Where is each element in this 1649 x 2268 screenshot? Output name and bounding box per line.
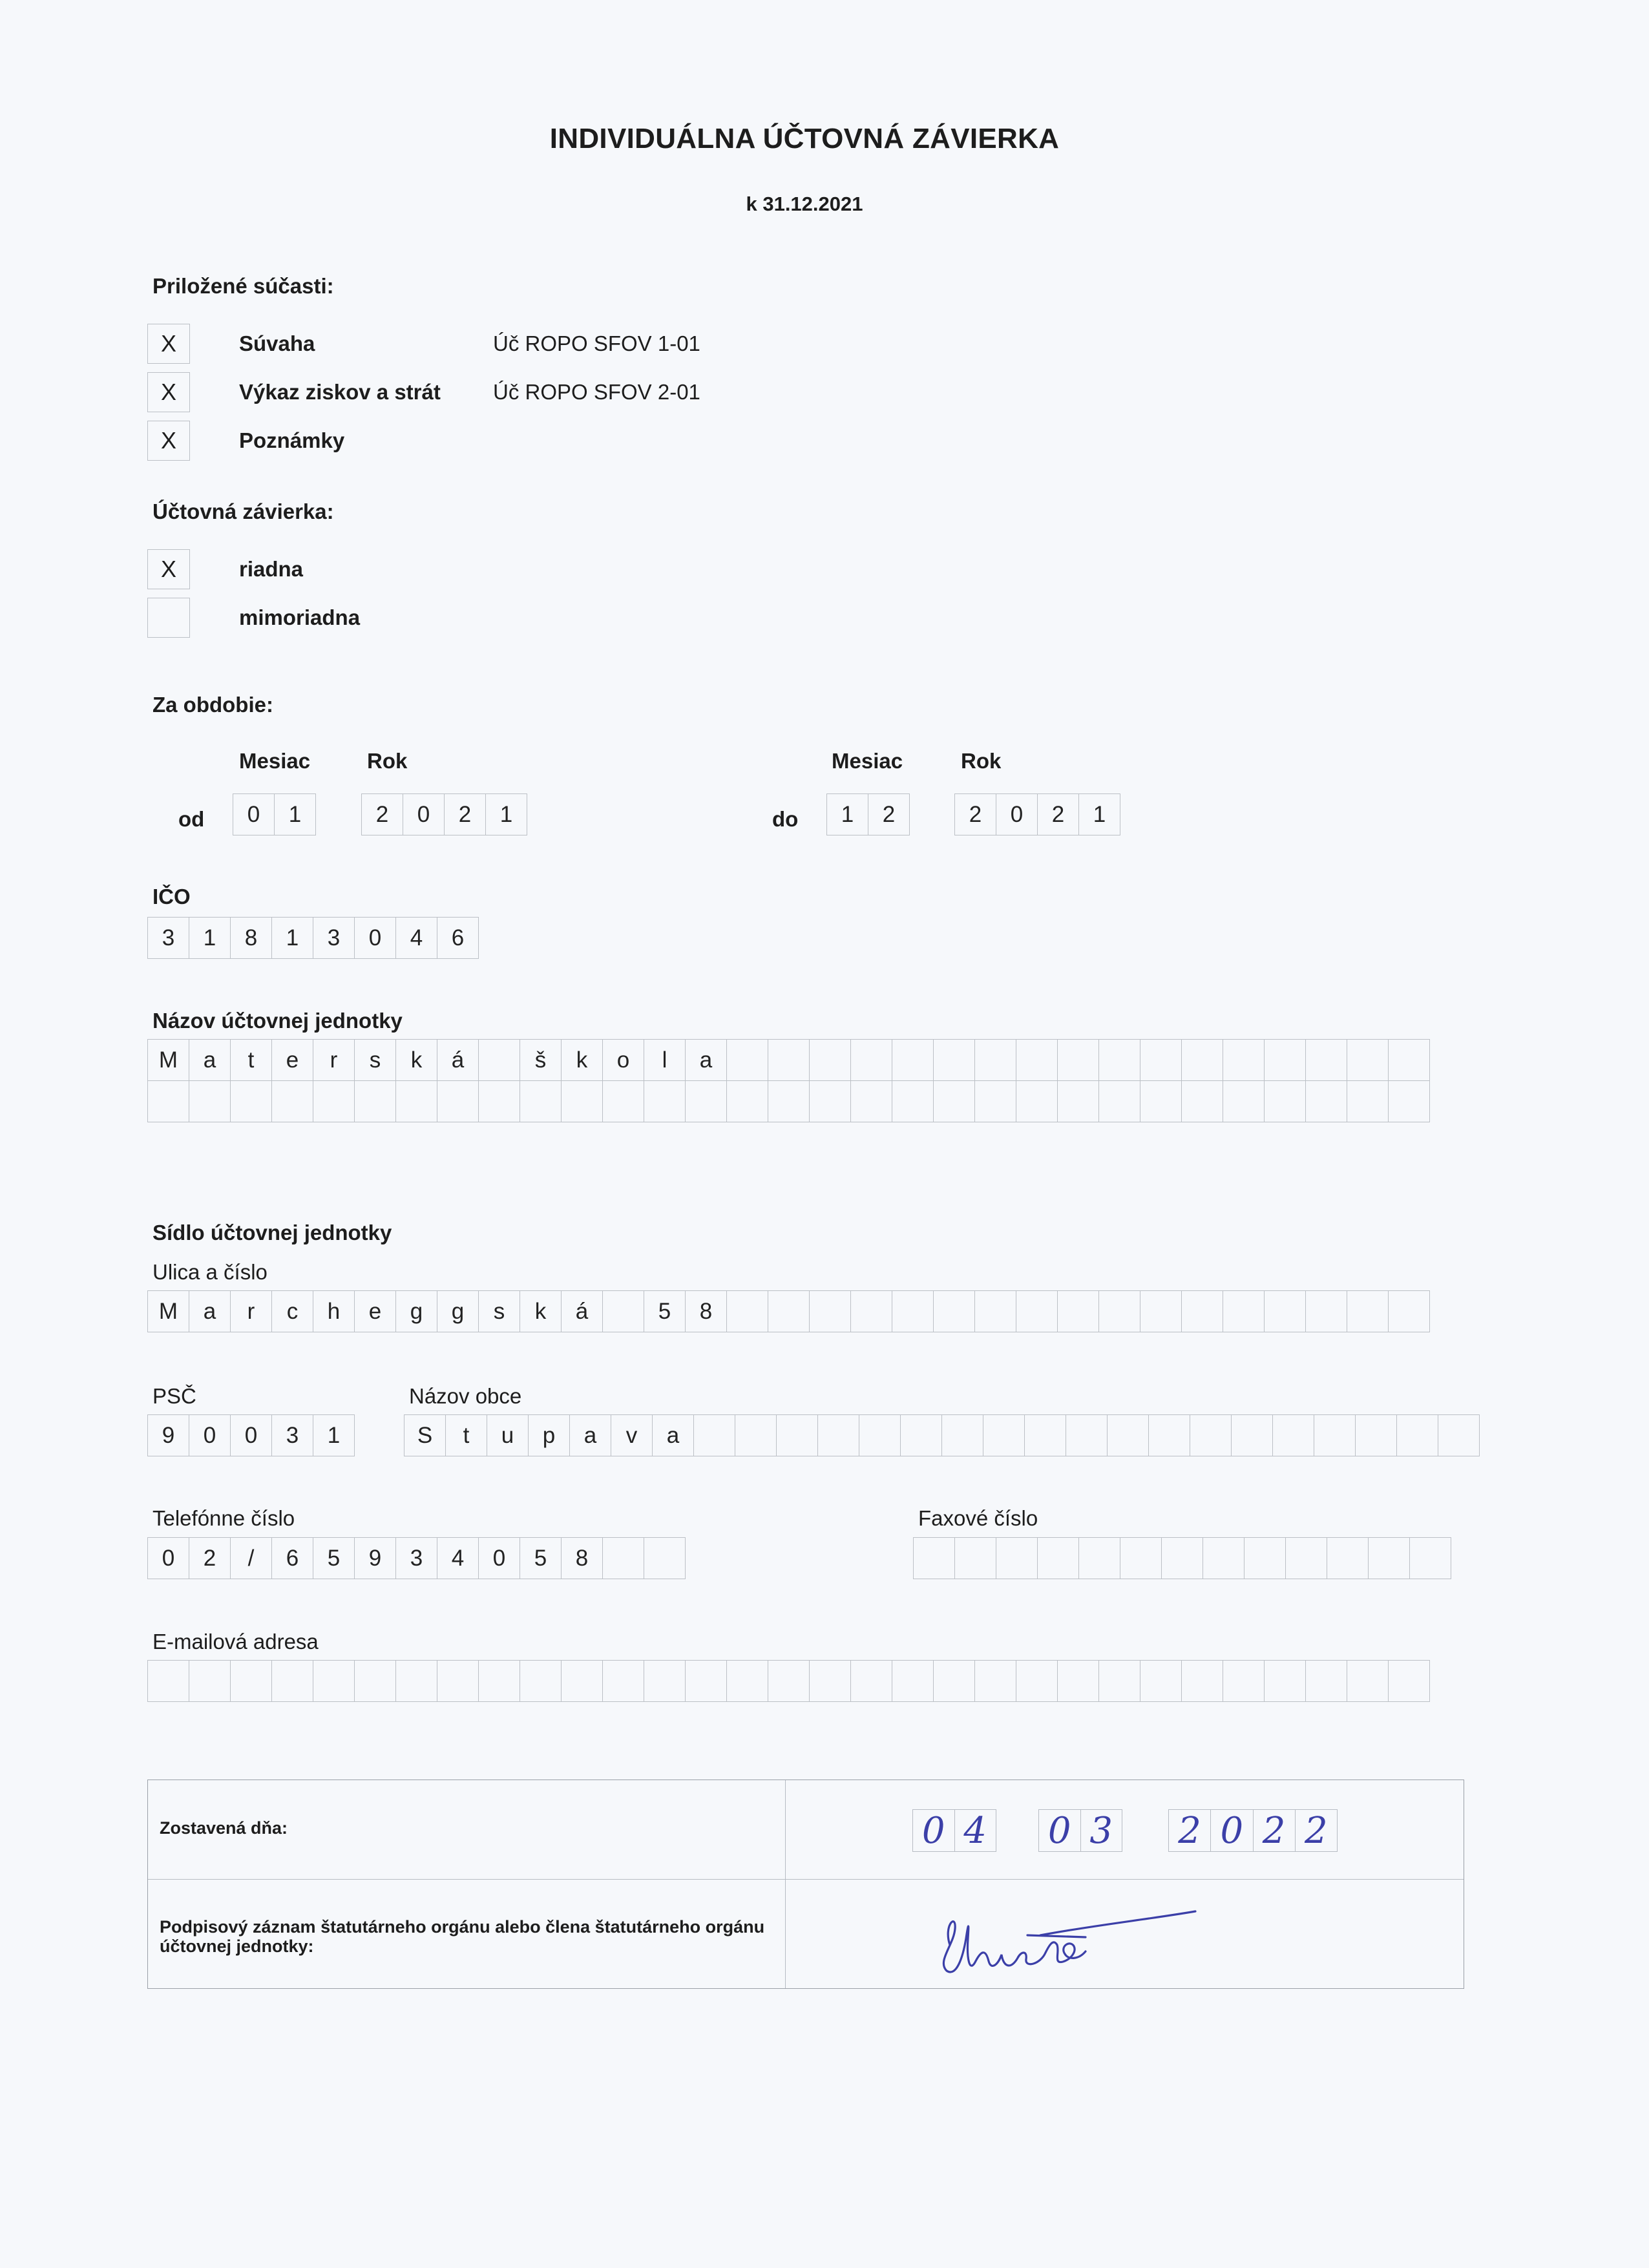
handwritten-digit: 4 (954, 1810, 996, 1851)
closing-checkbox-riadna[interactable]: X (147, 549, 190, 589)
char-cell (1098, 1660, 1140, 1702)
char-cell (768, 1080, 810, 1122)
char-cell (1016, 1660, 1058, 1702)
name-field-row1[interactable] (147, 1039, 1430, 1081)
email-label: E-mailová adresa (152, 1630, 319, 1654)
char-cell (1305, 1290, 1347, 1332)
to-year-label: Rok (961, 749, 1002, 773)
digit-cell (1244, 1537, 1286, 1579)
char-cell (850, 1039, 892, 1081)
phone-field[interactable] (147, 1537, 686, 1579)
digit-cell: 0 (233, 793, 275, 835)
char-cell (147, 1080, 189, 1122)
street-label: Ulica a číslo (152, 1260, 268, 1284)
char-cell: s (478, 1290, 520, 1332)
char-cell (1148, 1414, 1190, 1456)
signature-scribble-icon (930, 1900, 1202, 1984)
char-cell (768, 1039, 810, 1081)
digit-cell (602, 1537, 644, 1579)
char-cell (1140, 1660, 1182, 1702)
char-cell: r (313, 1039, 355, 1081)
char-cell (974, 1660, 1016, 1702)
digit-cell: 0 (354, 917, 396, 959)
char-cell (892, 1290, 934, 1332)
name-field-row2[interactable] (147, 1080, 1430, 1122)
char-cell (735, 1414, 777, 1456)
attachment-checkbox-suvaha[interactable]: X (147, 324, 190, 364)
digit-cell: 1 (274, 793, 316, 835)
handwritten-digit: 2 (1253, 1810, 1295, 1851)
ico-field[interactable] (147, 917, 479, 959)
char-cell (1181, 1290, 1223, 1332)
handwritten-digit: 3 (1080, 1810, 1122, 1851)
char-cell (437, 1660, 479, 1702)
signature-label: Podpisový záznam štatutárneho orgánu alebo člena štatutárneho orgánu účtovnej jednotky: (160, 1917, 765, 1956)
street-field[interactable] (147, 1290, 1430, 1332)
from-year-label: Rok (367, 749, 408, 773)
digit-cell: 9 (354, 1537, 396, 1579)
char-cell (602, 1080, 644, 1122)
closing-label-mimoriadna: mimoriadna (239, 605, 361, 629)
char-cell (1066, 1414, 1108, 1456)
char-cell (776, 1414, 818, 1456)
char-cell (693, 1414, 735, 1456)
digit-cell: 2 (361, 793, 403, 835)
fax-label: Faxové číslo (918, 1506, 1038, 1530)
char-cell (892, 1660, 934, 1702)
digit-cell: 1 (826, 793, 868, 835)
char-cell (809, 1290, 851, 1332)
digit-cell: 3 (147, 917, 189, 959)
char-cell (1388, 1660, 1430, 1702)
digit-cell (1203, 1537, 1245, 1579)
char-cell (1347, 1290, 1389, 1332)
digit-cell: 3 (313, 917, 355, 959)
table-divider (785, 1780, 786, 1988)
phone-label: Telefónne číslo (152, 1506, 295, 1530)
char-cell (1264, 1660, 1306, 1702)
char-cell (1140, 1039, 1182, 1081)
to-month-field[interactable] (826, 793, 910, 835)
digit-cell: 0 (403, 793, 445, 835)
char-cell: M (147, 1039, 189, 1081)
char-cell (1223, 1080, 1265, 1122)
char-cell (768, 1660, 810, 1702)
char-cell (892, 1039, 934, 1081)
char-cell (1305, 1039, 1347, 1081)
char-cell (1024, 1414, 1066, 1456)
to-label: do (772, 807, 799, 831)
char-cell (1396, 1414, 1438, 1456)
digit-cell: 8 (230, 917, 272, 959)
char-cell (1057, 1080, 1099, 1122)
char-cell (1264, 1080, 1306, 1122)
char-cell (644, 1080, 686, 1122)
char-cell: a (189, 1039, 231, 1081)
attachment-label-poznamky: Poznámky (239, 428, 345, 452)
char-cell (1347, 1039, 1389, 1081)
char-cell (1140, 1080, 1182, 1122)
char-cell (1305, 1080, 1347, 1122)
char-cell: k (395, 1039, 437, 1081)
attachments-heading: Priložené súčasti: (152, 274, 334, 298)
closing-checkbox-mimoriadna[interactable] (147, 598, 190, 638)
char-cell (313, 1080, 355, 1122)
char-cell: á (437, 1039, 479, 1081)
char-cell (1438, 1414, 1480, 1456)
char-cell: h (313, 1290, 355, 1332)
char-cell (809, 1660, 851, 1702)
char-cell (1098, 1039, 1140, 1081)
char-cell (1181, 1080, 1223, 1122)
compiled-date-label: Zostavená dňa: (160, 1818, 288, 1838)
char-cell: 5 (644, 1290, 686, 1332)
char-cell (726, 1290, 768, 1332)
to-month-label: Mesiac (832, 749, 903, 773)
char-cell (230, 1080, 272, 1122)
char-cell: k (561, 1039, 603, 1081)
to-year-field[interactable] (954, 793, 1120, 835)
char-cell: u (487, 1414, 529, 1456)
digit-cell: 0 (230, 1414, 272, 1456)
digit-cell: 4 (395, 917, 437, 959)
char-cell (1098, 1080, 1140, 1122)
char-cell (1223, 1660, 1265, 1702)
char-cell: e (271, 1039, 313, 1081)
char-cell (1016, 1290, 1058, 1332)
char-cell (1140, 1290, 1182, 1332)
digit-cell: 8 (561, 1537, 603, 1579)
char-cell (271, 1080, 313, 1122)
char-cell (1057, 1290, 1099, 1332)
char-cell (1347, 1660, 1389, 1702)
document-date: k 31.12.2021 (746, 193, 863, 215)
document-title: INDIVIDUÁLNA ÚČTOVNÁ ZÁVIERKA (549, 123, 1060, 154)
char-cell: S (404, 1414, 446, 1456)
char-cell (1057, 1039, 1099, 1081)
char-cell (478, 1080, 520, 1122)
char-cell: s (354, 1039, 396, 1081)
char-cell (520, 1660, 562, 1702)
attachment-checkbox-vykaz[interactable]: X (147, 372, 190, 412)
digit-cell (1368, 1537, 1410, 1579)
char-cell (1016, 1039, 1058, 1081)
from-month-field[interactable] (233, 793, 316, 835)
attachment-code-vykaz: Úč ROPO SFOV 2-01 (493, 380, 700, 404)
digit-cell: 0 (147, 1537, 189, 1579)
char-cell: c (271, 1290, 313, 1332)
period-heading: Za obdobie: (152, 693, 273, 717)
handwritten-digit: 0 (921, 1809, 945, 1852)
char-cell (933, 1660, 975, 1702)
digit-cell: 0 (478, 1537, 520, 1579)
digit-cell: 5 (313, 1537, 355, 1579)
char-cell (1347, 1080, 1389, 1122)
compiled-day-field[interactable] (912, 1809, 996, 1852)
char-cell: a (569, 1414, 611, 1456)
char-cell: M (147, 1290, 189, 1332)
char-cell (974, 1039, 1016, 1081)
digit-cell (1285, 1537, 1327, 1579)
closing-label-riadna: riadna (239, 557, 304, 581)
char-cell: a (685, 1039, 727, 1081)
char-cell: a (189, 1290, 231, 1332)
char-cell: š (520, 1039, 562, 1081)
char-cell (520, 1080, 562, 1122)
char-cell (602, 1290, 644, 1332)
from-year-field[interactable] (361, 793, 527, 835)
char-cell (817, 1414, 859, 1456)
digit-cell: 2 (189, 1537, 231, 1579)
city-field[interactable] (404, 1414, 1480, 1456)
digit-cell (996, 1537, 1038, 1579)
char-cell (685, 1660, 727, 1702)
digit-cell (913, 1537, 955, 1579)
char-cell (1272, 1414, 1314, 1456)
attachment-code-suvaha: Úč ROPO SFOV 1-01 (493, 331, 700, 355)
attachment-checkbox-poznamky[interactable]: X (147, 421, 190, 461)
handwritten-digit: 2 (1295, 1810, 1337, 1851)
digit-cell: 3 (395, 1537, 437, 1579)
char-cell (809, 1039, 851, 1081)
char-cell (850, 1080, 892, 1122)
digit-cell (1120, 1537, 1162, 1579)
city-label: Názov obce (409, 1384, 522, 1408)
address-heading: Sídlo účtovnej jednotky (152, 1221, 392, 1244)
digit-cell: 1 (1078, 793, 1120, 835)
digit-cell: 1 (313, 1414, 355, 1456)
ico-label: IČO (152, 885, 191, 908)
char-cell (983, 1414, 1025, 1456)
digit-cell (1037, 1537, 1079, 1579)
char-cell: o (602, 1039, 644, 1081)
char-cell (230, 1660, 272, 1702)
char-cell (933, 1080, 975, 1122)
char-cell: e (354, 1290, 396, 1332)
char-cell (941, 1414, 983, 1456)
digit-cell: 2 (868, 793, 910, 835)
handwritten-signature (930, 1900, 1202, 1984)
digit-cell: 2 (1037, 793, 1079, 835)
char-cell (726, 1080, 768, 1122)
char-cell: p (528, 1414, 570, 1456)
fax-field[interactable] (913, 1537, 1451, 1579)
char-cell (1388, 1039, 1430, 1081)
char-cell (768, 1290, 810, 1332)
digit-cell (1161, 1537, 1203, 1579)
char-cell: v (611, 1414, 653, 1456)
psc-field[interactable] (147, 1414, 355, 1456)
name-label: Názov účtovnej jednotky (152, 1009, 403, 1033)
char-cell (1181, 1660, 1223, 1702)
char-cell: l (644, 1039, 686, 1081)
attachment-label-vykaz: Výkaz ziskov a strát (239, 380, 441, 404)
handwritten-digit: 0 (1210, 1810, 1252, 1851)
digit-cell: / (230, 1537, 272, 1579)
digit-cell (644, 1537, 686, 1579)
digit-cell: 1 (271, 917, 313, 959)
char-cell (726, 1039, 768, 1081)
char-cell: 8 (685, 1290, 727, 1332)
compiled-year-field[interactable] (1168, 1809, 1338, 1852)
char-cell (1355, 1414, 1397, 1456)
psc-label: PSČ (152, 1384, 196, 1408)
table-divider (148, 1879, 1464, 1880)
char-cell (478, 1660, 520, 1702)
char-cell (271, 1660, 313, 1702)
from-label: od (178, 807, 205, 831)
attachment-label-suvaha: Súvaha (239, 331, 315, 355)
char-cell (478, 1039, 520, 1081)
char-cell (850, 1660, 892, 1702)
digit-cell (1327, 1537, 1369, 1579)
char-cell (1223, 1039, 1265, 1081)
char-cell (644, 1660, 686, 1702)
char-cell (1388, 1290, 1430, 1332)
char-cell (1057, 1660, 1099, 1702)
handwritten-digit: 2 (1178, 1809, 1201, 1852)
digit-cell (954, 1537, 996, 1579)
char-cell (561, 1660, 603, 1702)
digit-cell (1078, 1537, 1120, 1579)
digit-cell: 0 (996, 793, 1038, 835)
char-cell (561, 1080, 603, 1122)
char-cell (189, 1660, 231, 1702)
char-cell: g (395, 1290, 437, 1332)
char-cell (1107, 1414, 1149, 1456)
char-cell (974, 1290, 1016, 1332)
digit-cell: 3 (271, 1414, 313, 1456)
char-cell: k (520, 1290, 562, 1332)
char-cell (354, 1660, 396, 1702)
char-cell (1016, 1080, 1058, 1122)
char-cell (933, 1290, 975, 1332)
char-cell (1388, 1080, 1430, 1122)
char-cell (809, 1080, 851, 1122)
char-cell (354, 1080, 396, 1122)
char-cell (437, 1080, 479, 1122)
digit-cell: 5 (520, 1537, 562, 1579)
char-cell: g (437, 1290, 479, 1332)
from-month-label: Mesiac (239, 749, 311, 773)
char-cell (602, 1660, 644, 1702)
char-cell: t (445, 1414, 487, 1456)
digit-cell: 1 (189, 917, 231, 959)
char-cell (1264, 1290, 1306, 1332)
char-cell: t (230, 1039, 272, 1081)
char-cell (892, 1080, 934, 1122)
char-cell (933, 1039, 975, 1081)
char-cell (1190, 1414, 1232, 1456)
handwritten-digit: 0 (1047, 1809, 1071, 1852)
char-cell (859, 1414, 901, 1456)
digit-cell: 4 (437, 1537, 479, 1579)
char-cell: r (230, 1290, 272, 1332)
char-cell (974, 1080, 1016, 1122)
char-cell (1181, 1039, 1223, 1081)
char-cell (1314, 1414, 1356, 1456)
char-cell (850, 1290, 892, 1332)
char-cell (1223, 1290, 1265, 1332)
char-cell: á (561, 1290, 603, 1332)
char-cell (395, 1080, 437, 1122)
char-cell (1264, 1039, 1306, 1081)
email-field[interactable] (147, 1660, 1430, 1702)
digit-cell (1409, 1537, 1451, 1579)
digit-cell: 2 (444, 793, 486, 835)
char-cell (147, 1660, 189, 1702)
compiled-month-field[interactable] (1038, 1809, 1122, 1852)
char-cell (1305, 1660, 1347, 1702)
digit-cell: 1 (485, 793, 527, 835)
char-cell (189, 1080, 231, 1122)
digit-cell: 0 (189, 1414, 231, 1456)
char-cell (900, 1414, 942, 1456)
char-cell (1231, 1414, 1273, 1456)
closing-type-heading: Účtovná závierka: (152, 499, 334, 523)
digit-cell: 9 (147, 1414, 189, 1456)
char-cell (726, 1660, 768, 1702)
char-cell (685, 1080, 727, 1122)
char-cell (1098, 1290, 1140, 1332)
digit-cell: 6 (271, 1537, 313, 1579)
char-cell: a (652, 1414, 694, 1456)
char-cell (395, 1660, 437, 1702)
char-cell (313, 1660, 355, 1702)
digit-cell: 2 (954, 793, 996, 835)
digit-cell: 6 (437, 917, 479, 959)
